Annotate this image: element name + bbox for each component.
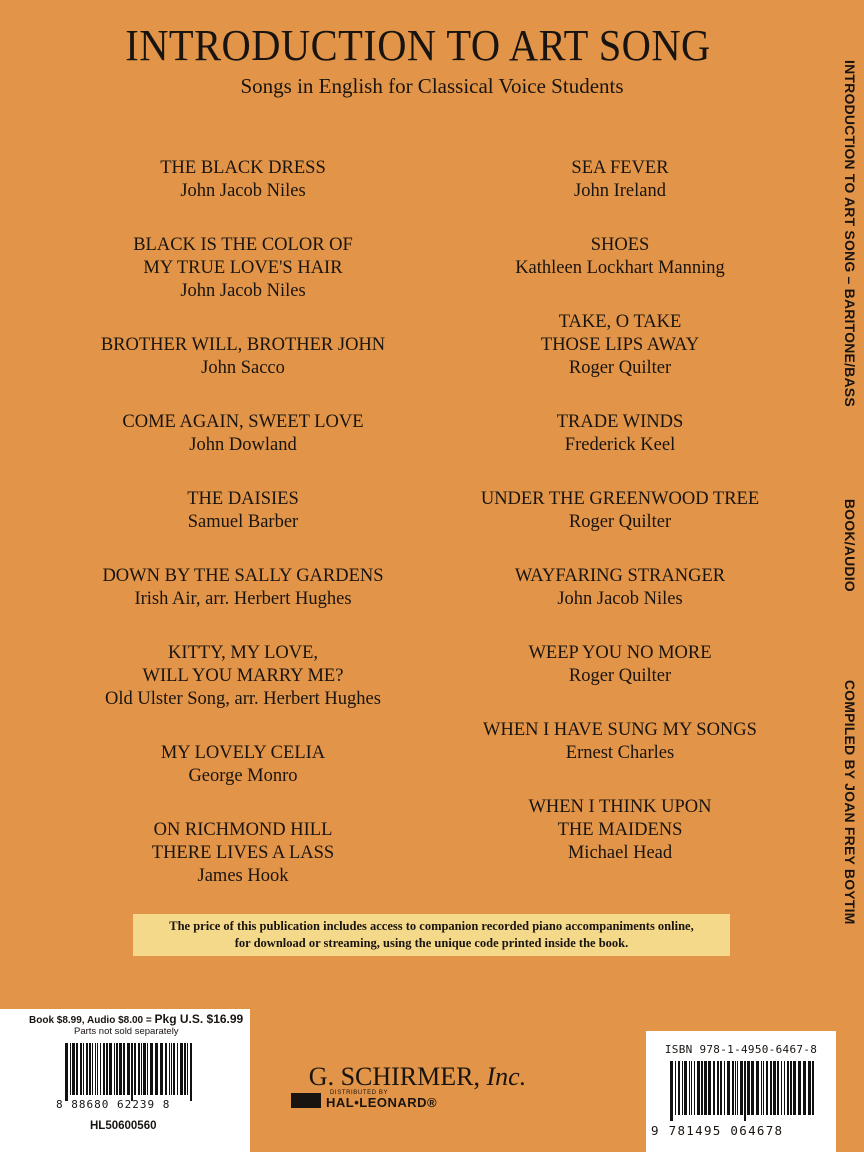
barcode-bar xyxy=(675,1061,676,1115)
barcode-bar xyxy=(770,1061,772,1115)
song-composer: Roger Quilter xyxy=(568,358,672,378)
barcode-bar xyxy=(732,1061,734,1115)
price-barcode-box xyxy=(0,1009,250,1152)
song-title: THERE LIVES A LASS xyxy=(151,843,335,863)
barcode-bar xyxy=(724,1061,725,1115)
song-title: SEA FEVER xyxy=(571,158,669,178)
song-title: TAKE, O TAKE xyxy=(558,312,682,332)
upc-digits: 8 88680 62239 8 xyxy=(56,1098,171,1111)
song-title: MY TRUE LOVE'S HAIR xyxy=(143,258,343,278)
song-composer: George Monro xyxy=(188,766,298,786)
distributor-name: HAL•LEONARD® xyxy=(326,1095,438,1110)
item-code: HL50600560 xyxy=(90,1120,157,1132)
song-title: BROTHER WILL, BROTHER JOHN xyxy=(100,335,386,355)
isbn-box xyxy=(646,1031,836,1152)
barcode-bar xyxy=(708,1061,711,1115)
spine-text xyxy=(842,60,858,925)
barcode-bar xyxy=(70,1043,71,1095)
isbn-barcode xyxy=(670,1061,818,1121)
song-entry xyxy=(58,742,428,788)
audio-notice-line-1: The price of this publication includes access to companion recorded piano accompaniments online, xyxy=(169,919,694,933)
song-composer: John Ireland xyxy=(574,181,666,201)
song-composer: John Jacob Niles xyxy=(180,281,306,301)
barcode-bar xyxy=(190,1043,192,1101)
song-composer: John Jacob Niles xyxy=(180,181,306,201)
barcode-bar xyxy=(143,1043,146,1095)
audio-notice xyxy=(133,914,730,956)
song-title: ON RICHMOND HILL xyxy=(153,820,333,840)
audio-notice-line-2: for download or streaming, using the unique code printed inside the book. xyxy=(234,936,629,950)
song-composer: John Sacco xyxy=(201,358,285,378)
barcode-bar xyxy=(784,1061,785,1115)
barcode-bar xyxy=(763,1061,764,1115)
song-title: WHEN I THINK UPON xyxy=(528,797,712,817)
barcode-bar xyxy=(790,1061,792,1115)
barcode-bar xyxy=(694,1061,695,1115)
song-composer: James Hook xyxy=(197,866,289,886)
song-entry xyxy=(58,565,428,611)
song-entry xyxy=(435,642,805,688)
barcode-bar xyxy=(92,1043,93,1095)
song-entry xyxy=(435,311,805,380)
barcode-bar xyxy=(72,1043,75,1095)
barcode-bar xyxy=(704,1061,707,1115)
barcode-bar xyxy=(114,1043,115,1095)
song-entry xyxy=(435,411,805,457)
song-entry xyxy=(435,157,805,203)
price-line xyxy=(29,1012,243,1026)
barcode-bar xyxy=(793,1061,796,1115)
barcode-bar xyxy=(119,1043,122,1095)
song-composer: Old Ulster Song, arr. Herbert Hughes xyxy=(105,689,381,709)
song-entry xyxy=(58,234,428,303)
barcode-bar xyxy=(727,1061,730,1115)
song-composer: Frederick Keel xyxy=(564,435,676,455)
song-composer: Ernest Charles xyxy=(565,743,675,763)
barcode-bar xyxy=(127,1043,130,1095)
barcode-bar xyxy=(138,1043,140,1095)
barcode-bar xyxy=(781,1061,782,1115)
barcode-bar xyxy=(123,1043,125,1095)
barcode-bar xyxy=(89,1043,91,1095)
barcode-bar xyxy=(147,1043,148,1095)
isbn-digits: 9 781495 064678 xyxy=(651,1123,784,1138)
barcode-bar xyxy=(761,1061,762,1115)
barcode-bar xyxy=(177,1043,178,1095)
song-entry xyxy=(435,796,805,865)
barcode-bar xyxy=(80,1043,82,1095)
upc-barcode xyxy=(65,1043,195,1101)
price-total: Pkg U.S. $16.99 xyxy=(154,1012,244,1026)
barcode-bar xyxy=(697,1061,700,1115)
song-title: UNDER THE GREENWOOD TREE xyxy=(480,489,760,509)
barcode-bar xyxy=(713,1061,715,1115)
barcode-bar xyxy=(150,1043,153,1095)
barcode-bar xyxy=(65,1043,68,1101)
barcode-bar xyxy=(100,1043,101,1095)
barcode-bar xyxy=(141,1043,142,1095)
barcode-bar xyxy=(76,1043,78,1095)
hal-leonard-logo-icon xyxy=(291,1093,321,1108)
song-entry xyxy=(435,488,805,534)
song-entry xyxy=(58,642,428,711)
song-title: WILL YOU MARRY ME? xyxy=(142,666,344,686)
barcode-bar xyxy=(812,1061,814,1115)
song-title: KITTY, MY LOVE, xyxy=(167,643,319,663)
spine xyxy=(836,0,864,980)
barcode-bar xyxy=(86,1043,88,1095)
barcode-bar xyxy=(171,1043,172,1095)
publisher-name xyxy=(250,1062,585,1092)
song-title: COME AGAIN, SWEET LOVE xyxy=(122,412,364,432)
song-entry xyxy=(58,819,428,888)
barcode-bar xyxy=(155,1043,158,1095)
spine-format: BOOK/AUDIO xyxy=(842,498,858,592)
spine-title: INTRODUCTION TO ART SONG – BARITONE/BASS xyxy=(842,60,858,407)
barcode-bar xyxy=(184,1043,186,1095)
isbn-label: ISBN 978-1-4950-6467-8 xyxy=(664,1043,818,1056)
song-entry xyxy=(435,719,805,765)
song-list-left xyxy=(58,157,428,919)
barcode-bar xyxy=(766,1061,768,1115)
barcode-bar xyxy=(116,1043,118,1095)
song-entry xyxy=(58,488,428,534)
song-composer: John Jacob Niles xyxy=(557,589,683,609)
barcode-bar xyxy=(747,1061,750,1115)
barcode-bar xyxy=(109,1043,112,1095)
barcode-bar xyxy=(684,1061,687,1115)
barcode-bar xyxy=(169,1043,170,1095)
publisher-main: G. SCHIRMER, xyxy=(308,1062,487,1091)
song-title: THE BLACK DRESS xyxy=(160,158,326,178)
song-composer: Roger Quilter xyxy=(568,512,672,532)
barcode-bar xyxy=(97,1043,98,1095)
barcode-bar xyxy=(689,1061,690,1115)
barcode-bar xyxy=(187,1043,188,1095)
barcode-bar xyxy=(691,1061,692,1115)
song-list-right xyxy=(435,157,805,896)
song-composer: John Dowland xyxy=(189,435,297,455)
barcode-bar xyxy=(756,1061,759,1115)
spine-compiler: COMPILED BY JOAN FREY BOYTIM xyxy=(842,679,858,925)
barcode-bar xyxy=(173,1043,175,1095)
publisher-suffix: Inc. xyxy=(486,1062,527,1091)
barcode-bar xyxy=(717,1061,719,1115)
barcode-bar xyxy=(740,1061,743,1115)
barcode-bar xyxy=(737,1061,738,1115)
song-title: WAYFARING STRANGER xyxy=(514,566,726,586)
song-entry xyxy=(58,157,428,203)
barcode-bar xyxy=(83,1043,84,1095)
book-subtitle: Songs in English for Classical Voice Students xyxy=(240,74,624,98)
song-entry xyxy=(435,234,805,280)
barcode-bar xyxy=(701,1061,703,1115)
barcode-bar xyxy=(744,1061,746,1121)
barcode-bar xyxy=(751,1061,754,1115)
barcode-bar xyxy=(160,1043,163,1095)
barcode-bar xyxy=(773,1061,776,1115)
barcode-bar xyxy=(777,1061,779,1115)
song-title: DOWN BY THE SALLY GARDENS xyxy=(102,566,384,586)
barcode-bar xyxy=(678,1061,680,1115)
song-composer: Samuel Barber xyxy=(187,512,299,532)
barcode-bar xyxy=(106,1043,108,1095)
parts-note: Parts not sold separately xyxy=(74,1026,179,1037)
song-entry xyxy=(58,334,428,380)
distributed-by-label: DISTRIBUTED BY xyxy=(330,1090,389,1096)
barcode-bar xyxy=(803,1061,806,1115)
barcode-bar xyxy=(180,1043,183,1095)
barcode-bar xyxy=(808,1061,811,1115)
barcode-bar xyxy=(670,1061,673,1121)
song-entry xyxy=(58,411,428,457)
song-title: THE MAIDENS xyxy=(557,820,683,840)
barcode-bar xyxy=(103,1043,105,1095)
song-composer: Roger Quilter xyxy=(568,666,672,686)
song-title: MY LOVELY CELIA xyxy=(160,743,326,763)
song-title: BLACK IS THE COLOR OF xyxy=(133,235,353,255)
price-breakdown: Book $8.99, Audio $8.00 = xyxy=(29,1015,155,1026)
barcode-bar xyxy=(95,1043,96,1095)
song-entry xyxy=(435,565,805,611)
distributor xyxy=(291,1090,525,1110)
barcode-bar xyxy=(682,1061,683,1115)
barcode-bar xyxy=(131,1043,133,1101)
book-title: INTRODUCTION TO ART SONG xyxy=(125,21,711,70)
song-title: WHEN I HAVE SUNG MY SONGS xyxy=(483,720,757,740)
barcode-bar xyxy=(798,1061,801,1115)
barcode-bar xyxy=(720,1061,722,1115)
song-composer: Michael Head xyxy=(567,843,673,863)
barcode-bar xyxy=(787,1061,789,1115)
song-title: THE DAISIES xyxy=(187,489,299,509)
barcode-bar xyxy=(735,1061,736,1115)
song-title: TRADE WINDS xyxy=(556,412,684,432)
song-composer: Kathleen Lockhart Manning xyxy=(515,258,725,278)
song-title: WEEP YOU NO MORE xyxy=(528,643,712,663)
song-title: SHOES xyxy=(590,235,650,255)
barcode-bar xyxy=(134,1043,136,1095)
song-composer: Irish Air, arr. Herbert Hughes xyxy=(134,589,352,609)
barcode-bar xyxy=(165,1043,167,1095)
song-title: THOSE LIPS AWAY xyxy=(540,335,700,355)
